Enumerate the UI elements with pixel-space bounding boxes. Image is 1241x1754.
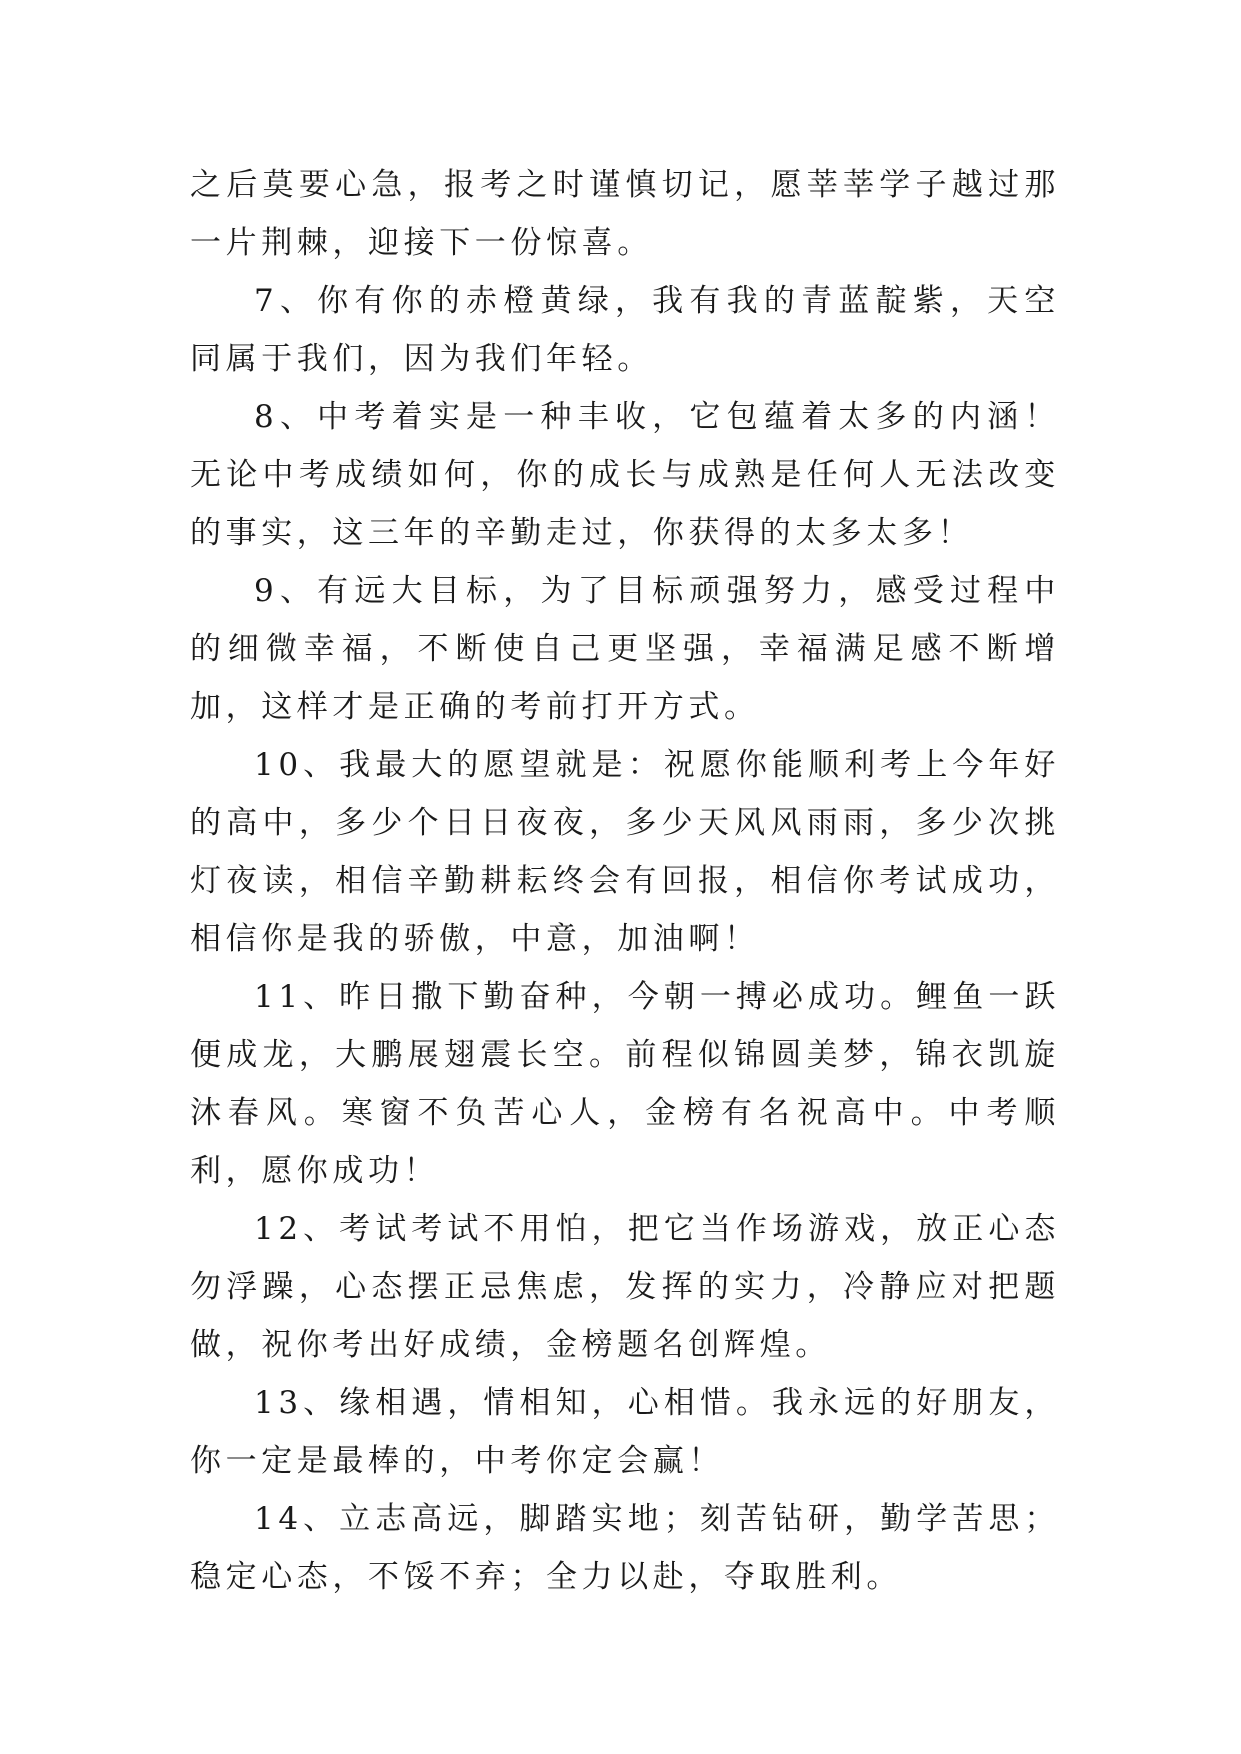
paragraph-14: 14、立志高远，脚踏实地；刻苦钻研，勤学苦思；稳定心态，不馁不弃；全力以赴，夺取胜利。 (190, 1501, 1060, 1595)
paragraph-13: 13、缘相遇，情相知，心相惜。我永远的好朋友，你一定是最棒的，中考你定会赢！ (190, 1385, 1060, 1479)
paragraph-continuation: 之后莫要心急，报考之时谨慎切记，愿莘莘学子越过那一片荆棘，迎接下一份惊喜。 (190, 167, 1060, 261)
paragraph-12: 12、考试考试不用怕，把它当作场游戏，放正心态勿浮躁，心态摆正忌焦虑，发挥的实力，冷静应对把题做，祝你考出好成绩，金榜题名创辉煌。 (190, 1211, 1060, 1363)
paragraph-9: 9、有远大目标，为了目标顽强努力，感受过程中的细微幸福，不断使自己更坚强，幸福满足感不断增加，这样才是正确的考前打开方式。 (190, 573, 1060, 725)
document-body (190, 156, 1060, 1606)
paragraph-11: 11、昨日撒下勤奋种，今朝一搏必成功。鲤鱼一跃便成龙，大鹏展翅震长空。前程似锦圆美梦，锦衣凯旋沐春风。寒窗不负苦心人，金榜有名祝高中。中考顺利，愿你成功！ (190, 979, 1060, 1189)
paragraph-7: 7、你有你的赤橙黄绿，我有我的青蓝靛紫，天空同属于我们，因为我们年轻。 (190, 283, 1060, 377)
paragraph-10: 10、我最大的愿望就是：祝愿你能顺利考上今年好的高中，多少个日日夜夜，多少天风风雨雨，多少次挑灯夜读，相信辛勤耕耘终会有回报，相信你考试成功，相信你是我的骄傲，中意，加油啊！ (190, 747, 1060, 957)
paragraph-8: 8、中考着实是一种丰收，它包蕴着太多的内涵！无论中考成绩如何，你的成长与成熟是任何人无法改变的事实，这三年的辛勤走过，你获得的太多太多！ (190, 399, 1060, 551)
